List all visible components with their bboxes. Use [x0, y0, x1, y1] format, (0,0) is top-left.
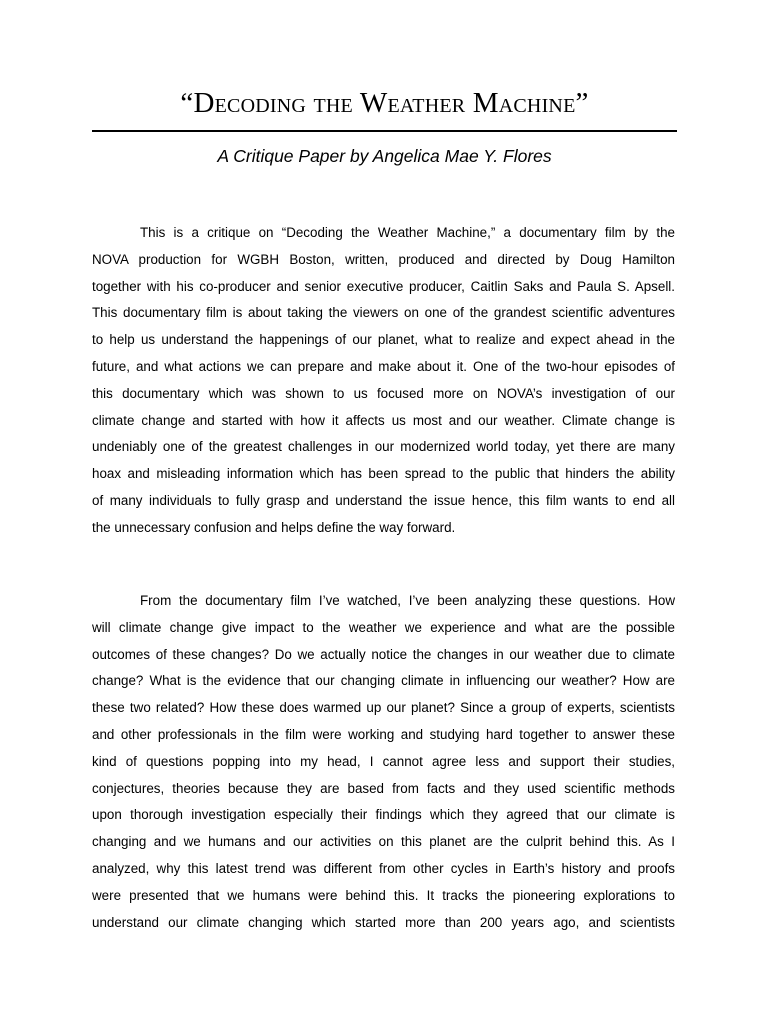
paragraph-line: future, and what actions we can prepare and make about it. One of the two-hour episodes of [92, 358, 675, 374]
paragraph-line: analyzed, why this latest trend was different from other cycles in Earth’s history and proofs [92, 860, 675, 876]
paragraph-line: understand our climate changing which started more than 200 years ago, and scientists [92, 914, 675, 930]
paragraph-1 [92, 220, 675, 542]
paragraph-line: outcomes of these changes? Do we actually notice the changes in our weather due to climate [92, 646, 675, 662]
paragraph-line: conjectures, theories because they are based from facts and they used scientific methods [92, 780, 675, 796]
paragraph-line: undeniably one of the greatest challenges in our modernized world today, yet there are many [92, 439, 675, 455]
paragraph-line: kind of questions popping into my head, I cannot agree less and support their studies, [92, 753, 675, 769]
document-subtitle: A Critique Paper by Angelica Mae Y. Flores [217, 146, 552, 166]
paragraph-line: will climate change give impact to the weather we experience and what are the possible [92, 619, 675, 635]
paragraph-line: change? What is the evidence that our changing climate in influencing our weather? How are [92, 673, 675, 689]
paragraph-line: changing and we humans and our activities on this planet are the culprit behind this. As I [92, 834, 675, 850]
paragraph-line: this documentary which was shown to us focused more on NOVA’s investigation of our [92, 385, 675, 401]
paragraph-line: of many individuals to fully grasp and understand the issue hence, this film wants to end all [92, 492, 675, 508]
paragraph-line: upon thorough investigation especially their findings which they agreed that our climate is [92, 807, 675, 823]
paragraph-line: the unnecessary confusion and helps define the way forward. [92, 519, 456, 535]
paragraph-line: From the documentary film I’ve watched, I’ve been analyzing these questions. How [140, 593, 675, 608]
paragraph-line: together with his co-producer and senior executive producer, Caitlin Saks and Paula S. Apsell. [92, 278, 675, 294]
paragraph-line: climate change and started with how it affects us most and our weather. Climate change is [92, 412, 675, 428]
paragraph-2 [92, 588, 675, 936]
paragraph-line: these two related? How these does warmed up our planet? Since a group of experts, scientists [92, 700, 675, 716]
paragraph-line: hoax and misleading information which has been spread to the public that hinders the ability [92, 466, 675, 482]
paragraph-line: and other professionals in the film were working and studying hard together to answer these [92, 726, 675, 742]
paragraph-line: This is a critique on “Decoding the Weather Machine,” a documentary film by the [140, 225, 675, 240]
paragraph-line: NOVA production for WGBH Boston, written, produced and directed by Doug Hamilton [92, 251, 675, 267]
paragraph-line: were presented that we humans were behind this. It tracks the pioneering explorations to [92, 887, 675, 903]
title-divider [92, 130, 677, 132]
paragraph-line: This documentary film is about taking the viewers on one of the grandest scientific adventures [92, 305, 675, 321]
document-title: “Decoding the Weather Machine” [180, 87, 589, 119]
paragraph-line: to help us understand the happenings of our planet, what to realize and expect ahead in the [92, 332, 675, 348]
